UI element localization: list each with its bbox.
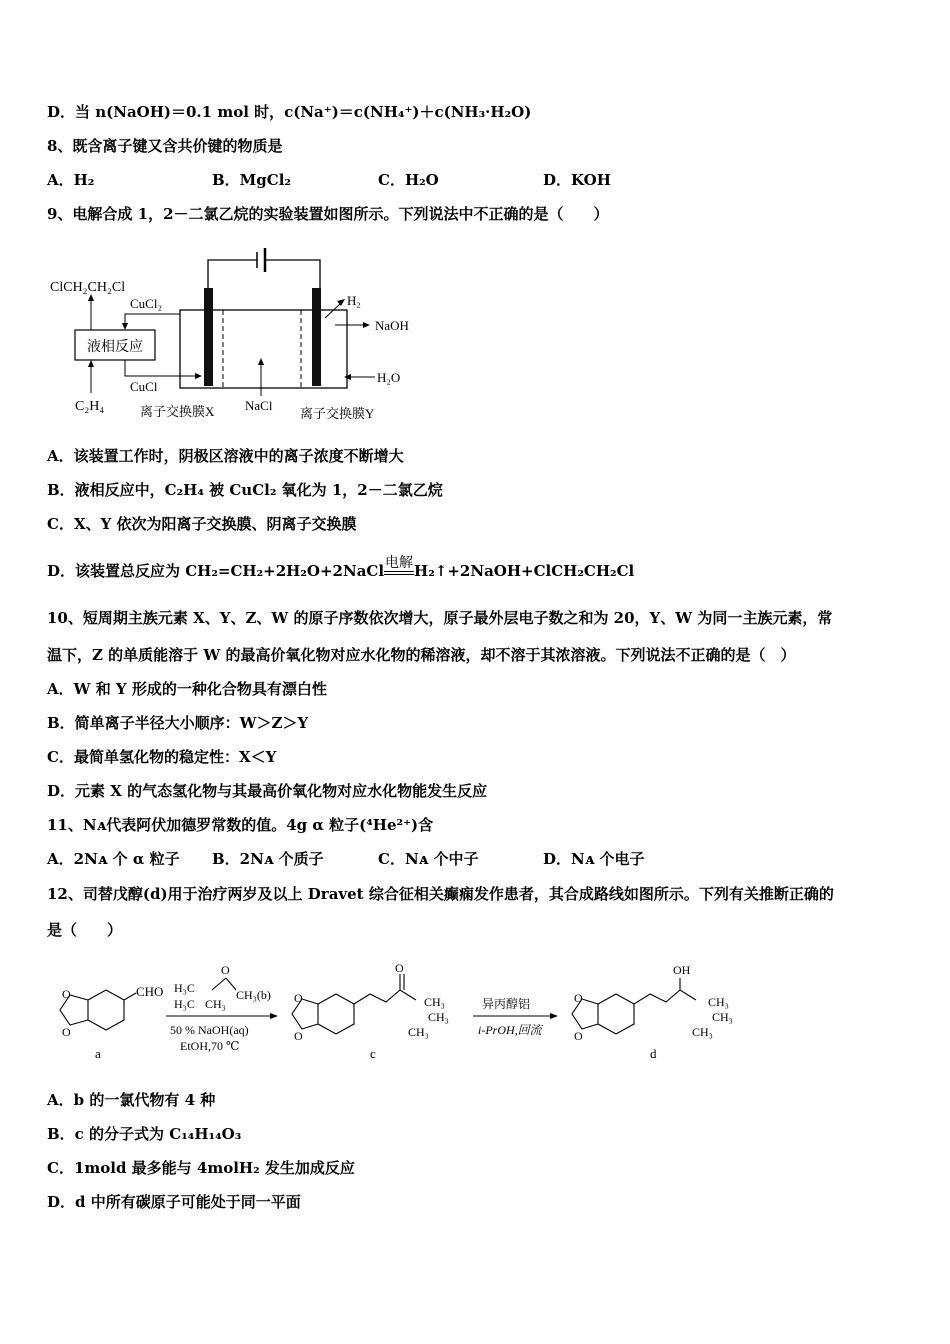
- q10-stem-line2: 温下，Z 的单质能溶于 W 的最高价氧化物对应水化物的稀溶液，却不溶于其浓溶液。下列说法不正确的是（ ）: [47, 646, 796, 664]
- compound-a-label: a: [95, 1046, 101, 1061]
- condition-1-line1: 50 % NaOH(aq): [170, 1023, 249, 1037]
- q9-option-d: [47, 555, 635, 581]
- electrolysis-apparatus-diagram: [45, 248, 425, 428]
- liquid-phase-label: 液相反应: [87, 340, 143, 355]
- svg-text:O: O: [62, 987, 71, 1001]
- cho-label: CHO: [136, 984, 164, 999]
- q9-option-a: A．该装置工作时，阴极区溶液中的离子浓度不断增大: [47, 447, 404, 465]
- svg-text:O: O: [574, 1029, 583, 1043]
- q9-option-d-suffix: H₂↑+2NaOH+ClCH₂CH₂Cl: [414, 562, 635, 580]
- svg-text:O: O: [294, 991, 303, 1005]
- cucl-label: CuCl: [130, 379, 158, 394]
- svg-text:CH₃: CH₃: [708, 995, 729, 1009]
- svg-text:O: O: [574, 991, 583, 1005]
- q11-option-a: A．2Nᴀ 个 α 粒子: [47, 850, 180, 868]
- q11-option-c: C．Nᴀ 个中子: [378, 850, 479, 868]
- oh-label: OH: [673, 963, 691, 977]
- q12-option-b: B．c 的分子式为 C₁₄H₁₄O₃: [47, 1125, 242, 1143]
- q12-option-d: D．d 中所有碳原子可能处于同一平面: [47, 1193, 301, 1211]
- svg-text:H₃C: H₃C: [174, 981, 195, 995]
- q8-stem: 8、既含离子键又含共价键的物质是: [47, 137, 283, 155]
- compound-c-label: c: [370, 1046, 376, 1061]
- q11-option-b: B．2Nᴀ 个质子: [212, 850, 324, 868]
- q10-option-b: B．简单离子半径大小顺序：W＞Z＞Y: [47, 714, 309, 732]
- electrolysis-condition: [384, 555, 414, 581]
- q12-option-c: C．1mold 最多能与 4molH₂ 发生加成反应: [47, 1159, 355, 1177]
- q10-option-c: C．最简单氢化物的稳定性：X＜Y: [47, 748, 277, 766]
- svg-text:CH₃: CH₃: [408, 1025, 429, 1039]
- product-label: ClCH₂CH₂Cl: [50, 280, 126, 295]
- svg-text:O: O: [395, 962, 404, 975]
- reagent-b-label: CH₃(b): [236, 988, 271, 1002]
- condition-1-line2: EtOH,70 ℃: [180, 1039, 240, 1053]
- q9-stem: 9、电解合成 1，2－二氯乙烷的实验装置如图所示。下列说法中不正确的是（ ）: [47, 205, 609, 223]
- q9-option-c: C．X、Y 依次为阳离子交换膜、阴离子交换膜: [47, 515, 357, 533]
- q10-option-d: D．元素 X 的气态氢化物与其最高价氧化物对应水化物能发生反应: [47, 782, 488, 800]
- svg-text:O: O: [294, 1029, 303, 1043]
- svg-text:O: O: [62, 1025, 71, 1039]
- svg-text:CH₃: CH₃: [712, 1010, 733, 1024]
- h2o-label: H₂O: [377, 370, 401, 385]
- naoh-label: NaOH: [375, 318, 409, 333]
- condition-2-line1: 异丙醇铝: [482, 997, 531, 1011]
- svg-text:CH₃: CH₃: [428, 1010, 449, 1024]
- svg-text:H₃C: H₃C: [174, 997, 195, 1011]
- membrane-x-label: 离子交换膜X: [140, 404, 215, 419]
- nacl-label: NaCl: [245, 398, 273, 413]
- q8-option-b: B．MgCl₂: [212, 171, 291, 189]
- condition-2-line2: i-PrOH,回流: [478, 1023, 542, 1037]
- q8-option-c: C．H₂O: [378, 171, 439, 189]
- q7-option-d: D．当 n(NaOH)＝0.1 mol 时，c(Na⁺)＝c(NH₄⁺)＋c(NH₃·H₂O): [47, 103, 532, 121]
- c2h4-label: C₂H₄: [75, 399, 105, 414]
- q12-option-a: A．b 的一氯代物有 4 种: [47, 1091, 216, 1109]
- q11-option-d: D．Nᴀ 个电子: [543, 850, 645, 868]
- q8-option-d: D．KOH: [543, 171, 611, 189]
- svg-text:CH₃: CH₃: [692, 1025, 713, 1039]
- svg-text:CH₃: CH₃: [205, 997, 226, 1011]
- cucl2-label: CuCl₂: [130, 296, 162, 311]
- q12-stem-line1: 12、司替戊醇(d)用于治疗两岁及以上 Dravet 综合征相关癫痫发作患者，其合成路线如图所示。下列有关推断正确的: [47, 885, 834, 903]
- synthesis-route-diagram: [40, 962, 760, 1072]
- svg-text:O: O: [221, 963, 230, 977]
- q10-option-a: A．W 和 Y 形成的一种化合物具有漂白性: [47, 680, 327, 698]
- q10-stem-line1: 10、短周期主族元素 X、Y、Z、W 的原子序数依次增大，原子最外层电子数之和为 20，Y、W 为同一主族元素，常: [47, 609, 833, 627]
- compound-d-label: d: [650, 1046, 657, 1061]
- q11-stem: 11、Nᴀ代表阿伏加德罗常数的值。4g α 粒子(⁴He²⁺)含: [47, 816, 434, 834]
- h2-label: H₂: [347, 293, 361, 308]
- svg-text:CH₃: CH₃: [424, 995, 445, 1009]
- q8-option-a: A．H₂: [47, 171, 95, 189]
- q12-stem-line2: 是（ ）: [47, 921, 123, 939]
- electrolysis-condition-label: 电解: [385, 555, 414, 571]
- q9-option-d-prefix: D．该装置总反应为 CH₂=CH₂+2H₂O+2NaCl: [47, 562, 385, 580]
- membrane-y-label: 离子交换膜Y: [300, 406, 375, 421]
- q9-option-b: B．液相反应中，C₂H₄ 被 CuCl₂ 氧化为 1，2－二氯乙烷: [47, 481, 443, 499]
